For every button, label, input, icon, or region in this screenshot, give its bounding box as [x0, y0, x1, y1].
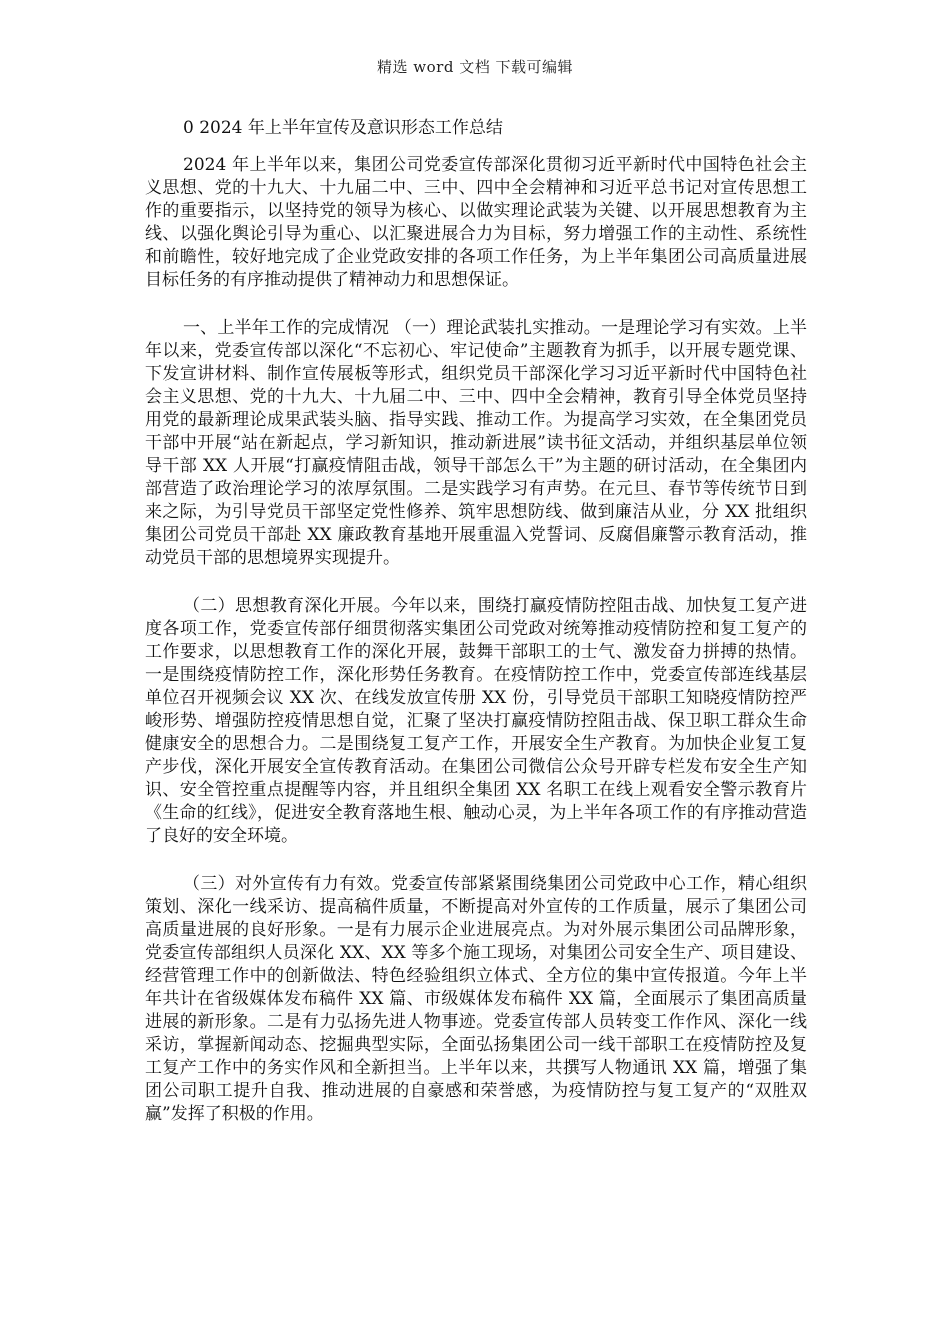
paragraph-education: （二）思想教育深化开展。今年以来，围绕打赢疫情防控阻击战、加快复工复产进度各项工作，党委宣传部仔细贯彻落实集团公司党政对统筹推动疫情防控和复工复产的工作要求，以思想教育工作的深化开展，鼓舞干部职工的士气、激发奋力拼搏的热情。一是围绕疫情防控工作，深化形势任务教育。在疫情防控工作中，党委宣传部连线基层单位召开视频会议 XX 次、在线发放宣传册 XX 份，引导党员干部职工知晓疫情防控严峻形势、增强防控疫情思想自觉，汇聚了坚决打赢疫情防控阻击战、保卫职工群众生命健康安全的思想合力。二是围绕复工复产工作，开展安全生产教育。为加快企业复工复产步伐，深化开展安全宣传教育活动。在集团公司微信公众号开辟专栏发布安全生产知识、安全管控重点提醒等内容，并且组织全集团 XX 名职工在线上观看安全警示教育片《生命的红线》，促进安全教育落地生根、触动心灵，为上半年各项工作的有序推动营造了良好的安全环境。 [145, 596, 807, 846]
document-title: 0 2024 年上半年宣传及意识形态工作总结 [183, 118, 503, 138]
paragraph-publicity: （三）对外宣传有力有效。党委宣传部紧紧围绕集团公司党政中心工作，精心组织策划、深化一线采访、提高稿件质量，不断提高对外宣传的工作质量，展示了集团公司高质量进展的良好形象。一是有力展示企业进展亮点。为对外展示集团公司品牌形象，党委宣传部组织人员深化 XX、XX 等多个施工现场，对集团公司安全生产、项目建设、经营管理工作中的创新做法、特色经验组织立体式、全方位的集中宣传报道。今年上半年共计在省级媒体发布稿件 XX 篇、市级媒体发布稿件 XX 篇，全面展示了集团高质量进展的新形象。二是有力弘扬先进人物事迹。党委宣传部人员转变工作作风、深化一线采访，掌握新闻动态、挖掘典型实际，全面弘扬集团公司一线干部职工在疫情防控及复工复产工作中的务实作风和全新担当。上半年以来，共撰写人物通讯 XX 篇，增强了集团公司职工提升自我、推动进展的自豪感和荣誉感，为疫情防控与复工复产的“双胜双赢”发挥了积极的作用。 [145, 874, 807, 1124]
paragraph-intro: 2024 年上半年以来，集团公司党委宣传部深化贯彻习近平新时代中国特色社会主义思想、党的十九大、十九届二中、三中、四中全会精神和习近平总书记对宣传思想工作的重要指示，以坚持党的领导为核心、以做实理论武装为关键、以开展思想教育为主线、以强化舆论引导为重心、以汇聚进展合力为目标，努力增强工作的主动性、系统性和前瞻性，较好地完成了企业党政安排的各项工作任务，为上半年集团公司高质量进展目标任务的有序推动提供了精神动力和思想保证。 [145, 155, 807, 290]
page-header: 精选 word 文档 下载可编辑 [377, 58, 573, 76]
document-body [145, 116, 807, 1151]
paragraph-theory: 一、上半年工作的完成情况 （一）理论武装扎实推动。一是理论学习有实效。上半年以来，党委宣传部以深化“不忘初心、牢记使命”主题教育为抓手，以开展专题党课、下发宣讲材料、制作宣传展板等形式，组织党员干部深化学习习近平新时代中国特色社会主义思想、党的十九大、十九届二中、三中、四中全会精神，教育引导全体党员坚持用党的最新理论成果武装头脑、指导实践、推动工作。为提高学习实效，在全集团党员干部中开展“站在新起点，学习新知识，推动新进展”读书征文活动，并组织基层单位领导干部 XX 人开展“打赢疫情阻击战，领导干部怎么干”为主题的研讨活动，在全集团内部营造了政治理论学习的浓厚氛围。二是实践学习有声势。在元旦、春节等传统节日到来之际，为引导党员干部坚定党性修养、筑牢思想防线、做到廉洁从业，分 XX 批组织集团公司党员干部赴 XX 廉政教育基地开展重温入党誓词、反腐倡廉警示教育活动，推动党员干部的思想境界实现提升。 [145, 318, 807, 568]
